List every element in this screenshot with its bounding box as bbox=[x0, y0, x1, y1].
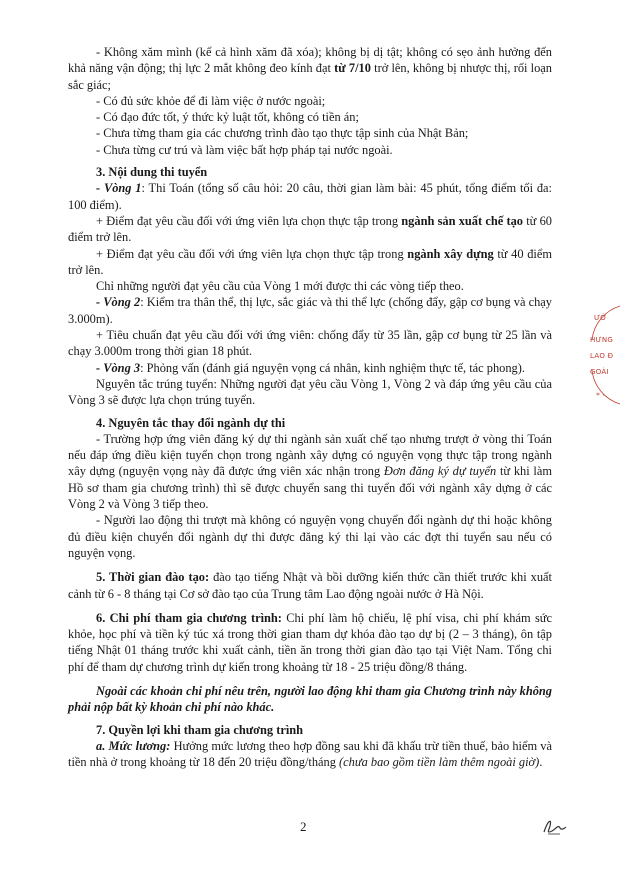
section-6: 6. Chi phí tham gia chương trình: Chi phí làm hộ chiếu, lệ phí visa, chi phí khám sức khỏe, học phí và tiền ký túc xá trong thời gian tham dự khóa đào tạo dự bị (2 – 3 tháng), ôn tập tiếng Nhật 01 tháng trước khi xuất cảnh, tiền ăn trong thời gian đào tạo tại Việt Nam. Tổng chi phí để tham dự chương trình dự kiến trong khoảng từ 18 - 25 triệu đồng/8 tháng. bbox=[68, 610, 552, 674]
requirement-no-prior-program: - Chưa từng tham gia các chương trình đào tạo thực tập sinh của Nhật Bản; bbox=[96, 126, 469, 141]
section-5: 5. Thời gian đào tạo: đào tạo tiếng Nhật và bồi dưỡng kiến thức cần thiết trước khi xuất cảnh từ 6 - 8 tháng tại Cơ sở đào tạo của Trung tâm Lao động ngoài nước ở Hà Nội. bbox=[68, 570, 552, 601]
document-page bbox=[68, 44, 552, 770]
requirement-no-illegal-stay: - Chưa từng cư trú và làm việc bất hợp pháp tại nước ngoài. bbox=[96, 142, 393, 157]
selection-principle: Nguyên tắc trúng tuyển: Những người đạt yêu cầu Vòng 1, Vòng 2 và đáp ứng yêu cầu của Vòng 3 sẽ được lựa chọn trúng tuyển. bbox=[68, 376, 552, 408]
svg-text:* ·: * · bbox=[596, 391, 605, 400]
section-4-para-1: - Trường hợp ứng viên đăng ký dự thi ngành sản xuất chế tạo nhưng trượt ở vòng thi Toán nếu đáp ứng điều kiện tuyển chọn trong ngành xây dựng có nguyện vọng thực tập trong ngành xây dựng (nguyện vọng này đã được ứng viên xác nhận trong Đơn đăng ký dự tuyển từ khi làm Hồ sơ tham gia chương trình) thì sẽ được chuyển sang thi tuyển đối với ngành xây dựng ở các Vòng 2 và Vòng 3 tiếp theo. bbox=[68, 431, 552, 512]
stamp-line-3: LAO Đ bbox=[590, 352, 614, 360]
round-2: - Vòng 2: Kiểm tra thân thể, thị lực, sắc giác và thi thể lực (chống đẩy, gập cơ bụng và chạy 3.000m). bbox=[68, 295, 552, 326]
round-1-only-note: Chỉ những người đạt yêu cầu của Vòng 1 mới được thi các vòng tiếp theo. bbox=[96, 279, 464, 294]
stamp-line-4: GOÀI bbox=[590, 368, 609, 376]
salary-paragraph: a. Mức lương: Hưởng mức lương theo hợp đồng sau khi đã khấu trừ tiền thuế, bảo hiểm và tiền nhà ở trong khoảng từ 18 đến 20 triệu đồng/tháng (chưa bao gồm tiền làm thêm ngoài giờ). bbox=[68, 738, 553, 770]
round-1: - Vòng 1: Thi Toán (tổng số câu hỏi: 20 câu, thời gian làm bài: 45 phút, tổng điểm tối đa: 100 điểm). bbox=[68, 181, 552, 212]
stamp-line-2: HƯNG bbox=[590, 336, 614, 344]
section-3-heading: 3. Nội dung thi tuyển bbox=[96, 165, 208, 180]
criterion-construction: + Điểm đạt yêu cầu đối với ứng viên lựa chọn thực tập trong ngành xây dựng từ 40 điểm trở lên. bbox=[68, 246, 552, 277]
requirement-vision: - Không xăm mình (kể cả hình xăm đã xóa); không bị dị tật; không có sẹo ảnh hưởng đến khả năng vận động; thị lực 2 mắt không đeo kính đạt từ 7/10 trở lên, không bị nhược thị, rối loạn sắc giác; bbox=[68, 45, 552, 92]
requirement-health: - Có đủ sức khỏe để đi làm việc ở nước ngoài; bbox=[96, 93, 326, 108]
seal-stamp-fragment bbox=[586, 300, 620, 410]
section-4-heading: 4. Nguyên tắc thay đổi ngành dự thi bbox=[96, 415, 286, 430]
section-4-para-2: - Người lao động thi trượt mà không có nguyện vọng chuyển đổi ngành dự thi hoặc không đủ điều kiện chuyển đổi ngành dự thi được đăng ký thi lại vào các đợt thi tuyển sau nếu có nguyện vọng. bbox=[68, 513, 552, 560]
criterion-manufacturing: + Điểm đạt yêu cầu đối với ứng viên lựa chọn thực tập trong ngành sản xuất chế tạo từ 60 điểm trở lên. bbox=[68, 213, 552, 245]
signature-mark bbox=[540, 816, 568, 838]
requirement-ethics: - Có đạo đức tốt, ý thức kỷ luật tốt, không có tiền án; bbox=[96, 110, 359, 125]
section-6-note: Ngoài các khoản chi phí nêu trên, người lao động khi tham gia Chương trình này không phải nộp bất kỳ khoản chi phí nào khác. bbox=[68, 683, 552, 715]
section-7-heading: 7. Quyền lợi khi tham gia chương trình bbox=[96, 722, 304, 737]
stamp-line-1: ƯỚ bbox=[594, 314, 607, 322]
round-3: - Vòng 3: Phỏng vấn (đánh giá nguyện vọng cá nhân, kinh nghiệm thực tế, tác phong). bbox=[96, 360, 525, 375]
page-number: 2 bbox=[300, 819, 307, 834]
criterion-fitness: + Tiêu chuẩn đạt yêu cầu đối với ứng viên: chống đẩy từ 35 lần, gập cơ bụng từ 25 lần và chạy 3.000m trong thời gian 18 phút. bbox=[68, 328, 552, 359]
